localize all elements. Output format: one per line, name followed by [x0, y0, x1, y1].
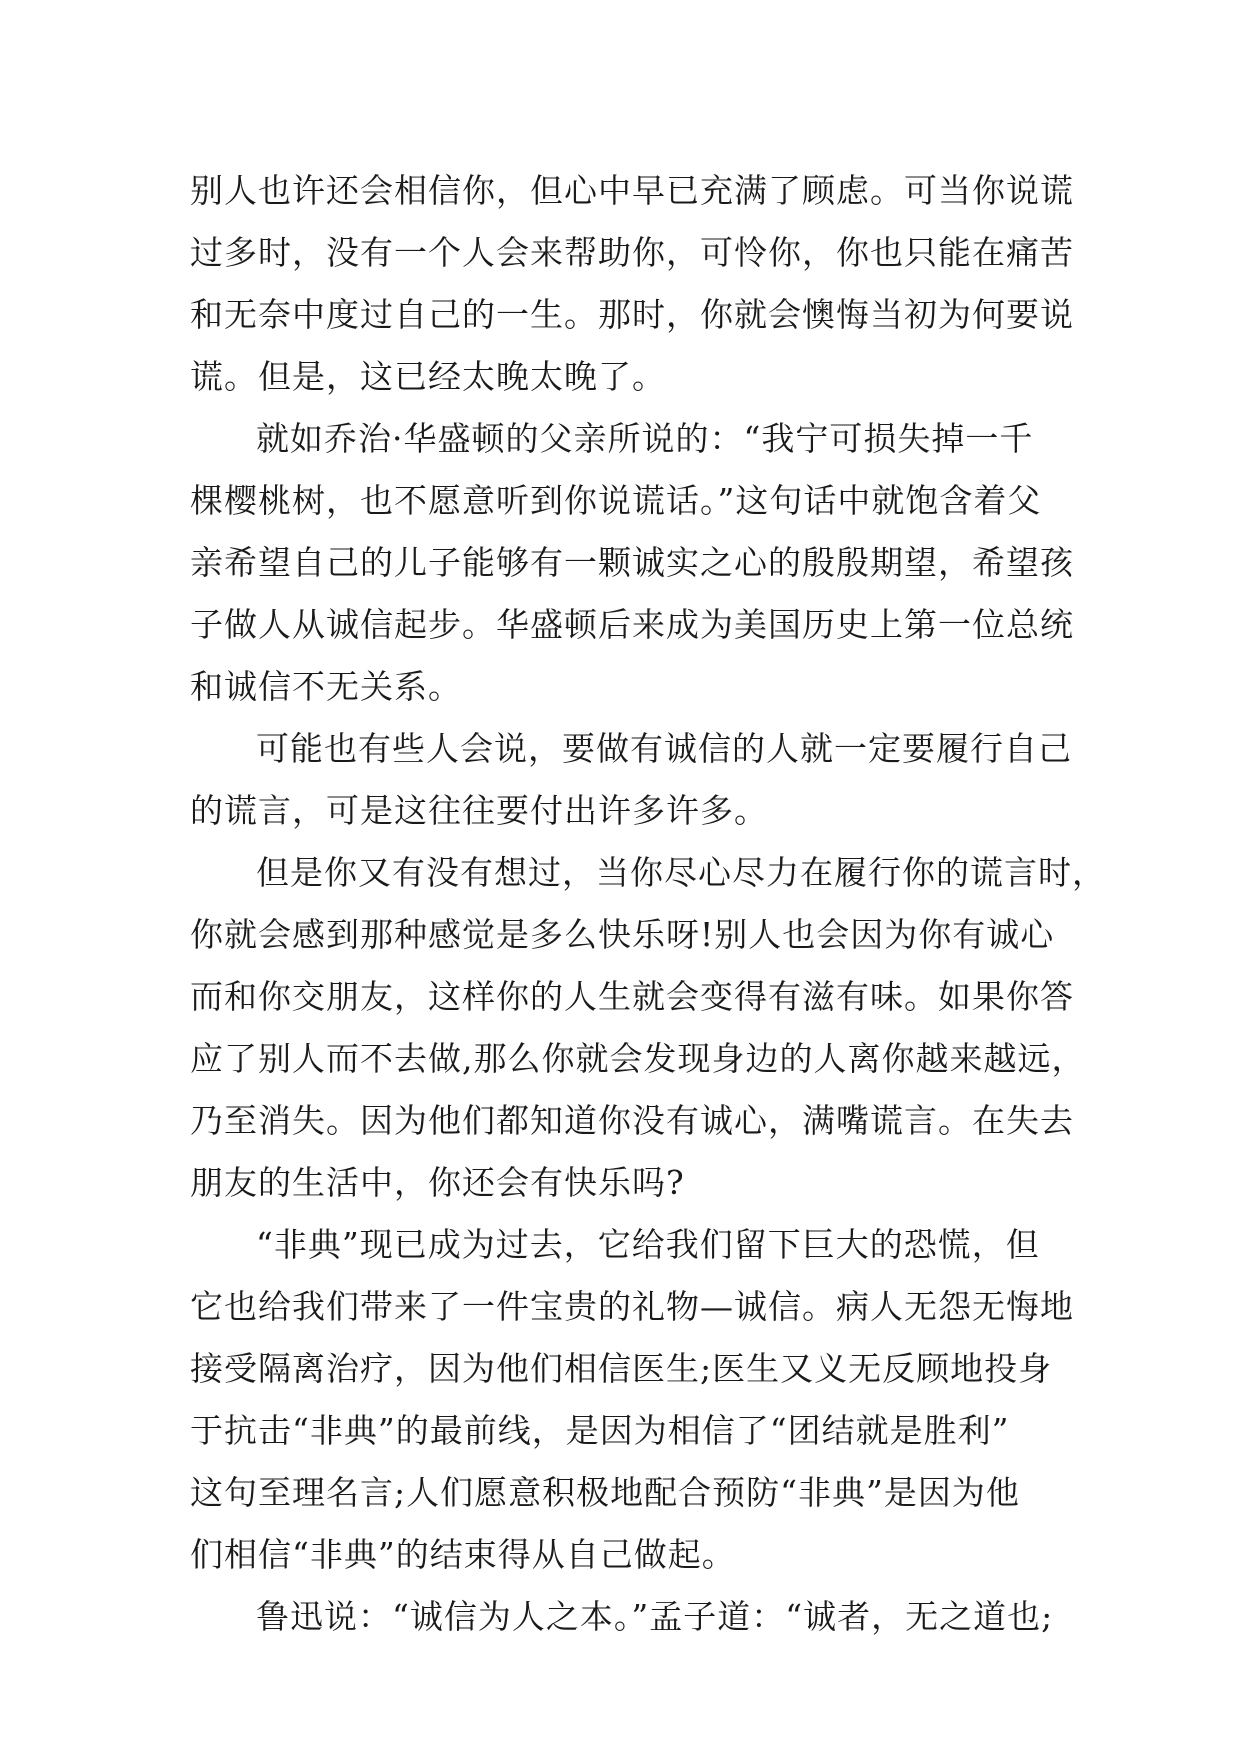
text-line: 亲希望自己的儿子能够有一颗诚实之心的殷殷期望，希望孩 [190, 543, 1074, 582]
text-line: 你就会感到那种感觉是多么快乐呀!别人也会因为你有诚心 [190, 915, 1055, 954]
body-text [190, 160, 1106, 1648]
text-line: 的谎言，可是这往往要付出许多许多。 [190, 791, 768, 830]
text-line: 和诚信不无关系。 [190, 667, 462, 706]
text-line: “非典”现已成为过去，它给我们留下巨大的恐慌，但 [256, 1225, 1040, 1264]
text-line: 过多时，没有一个人会来帮助你，可怜你，你也只能在痛苦 [190, 233, 1074, 272]
text-line: 而和你交朋友，这样你的人生就会变得有滋有味。如果你答 [190, 977, 1074, 1016]
text-line: 它也给我们带来了一件宝贵的礼物—诚信。病人无怨无悔地 [190, 1287, 1074, 1326]
text-line: 于抗击“非典”的最前线，是因为相信了“团结就是胜利” [190, 1411, 1010, 1450]
text-line: 棵樱桃树，也不愿意听到你说谎话。”这句话中就饱含着父 [190, 481, 1042, 520]
text-line: 和无奈中度过自己的一生。那时，你就会懊悔当初为何要说 [190, 295, 1074, 334]
text-line: 可能也有些人会说，要做有诚信的人就一定要履行自己 [256, 729, 1072, 768]
text-line: 子做人从诚信起步。华盛顿后来成为美国历史上第一位总统 [190, 605, 1074, 644]
text-line: 应了别人而不去做,那么你就会发现身边的人离你越来越远， [190, 1039, 1086, 1078]
text-line: 乃至消失。因为他们都知道你没有诚心，满嘴谎言。在失去 [190, 1101, 1074, 1140]
text-line: 但是你又有没有想过，当你尽心尽力在履行你的谎言时， [256, 853, 1106, 892]
text-line: 鲁迅说：“诚信为人之本。”孟子道：“诚者，无之道也; [256, 1597, 1054, 1636]
text-line: 这句至理名言;人们愿意积极地配合预防“非典”是因为他 [190, 1473, 1020, 1512]
text-line: 谎。但是，这已经太晚太晚了。 [190, 357, 666, 396]
text-line: 别人也许还会相信你，但心中早已充满了顾虑。可当你说谎 [190, 171, 1074, 210]
text-line: 就如乔治·华盛顿的父亲所说的：“我宁可损失掉一千 [256, 419, 1034, 458]
text-line: 接受隔离治疗，因为他们相信医生;医生又义无反顾地投身 [190, 1349, 1053, 1388]
text-line: 们相信“非典”的结束得从自己做起。 [190, 1535, 736, 1574]
text-line: 朋友的生活中，你还会有快乐吗? [190, 1163, 685, 1202]
